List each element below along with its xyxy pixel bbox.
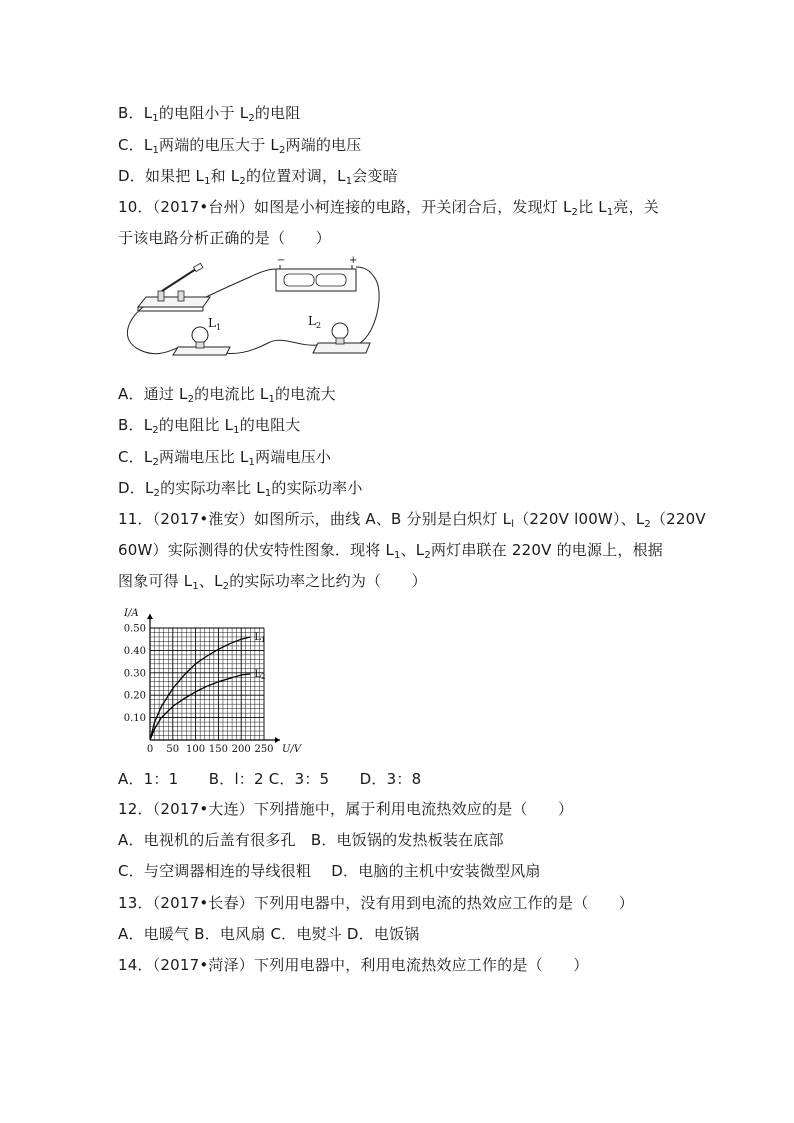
lamp-l1 xyxy=(173,316,230,355)
y-tick-label: 0.20 xyxy=(123,690,146,702)
x-tick-label: 250 xyxy=(254,744,274,755)
q9-option-b: B．$L_1$的电阻小于 $L_2$的电阻 xyxy=(118,104,301,124)
minus-terminal: − xyxy=(277,255,286,266)
q10-stem-line2: 于该电路分析正确的是（ ） xyxy=(118,229,331,247)
q11-stem-line1: 11．（2017•淮安）如图所示，曲线 A、B 分别是白炽灯 $L_l(220V$ l00W）、$L_2(220V$ xyxy=(118,510,706,530)
x-axis-arrow xyxy=(275,737,280,743)
circuit-figure xyxy=(118,255,383,370)
q12-stem: 12．（2017•大连）下列措施中，属于利用电流热效应的是（ ） xyxy=(118,800,574,818)
series-label-l1: $L_1$ xyxy=(254,631,266,644)
q9-option-d: D．如果把 $L_1$和 $L_2$的位置对调，$L_1$会变暗 xyxy=(118,167,398,187)
q10-option-c: C．$L_2$两端电压比 $L_1$两端电压小 xyxy=(118,448,332,468)
l2-label: $L_2$ xyxy=(308,314,322,330)
y-tick-label: 0.50 xyxy=(123,623,146,635)
q13-options: A．电暖气 B．电风扇 C．电熨斗 D．电饭锅 xyxy=(118,925,420,943)
y-tick-label: 0.40 xyxy=(123,645,146,657)
plus-terminal: + xyxy=(349,255,358,266)
wire xyxy=(206,269,276,297)
y-axis-arrow xyxy=(147,614,153,619)
battery xyxy=(276,255,357,291)
q12-options-ab: A．电视机的后盖有很多孔 B．电饭锅的发热板装在底部 xyxy=(118,831,504,849)
q10-option-b: B．$L_2$的电阻比 $L_1$的电阻大 xyxy=(118,416,301,436)
series-label-l2: $L_2$ xyxy=(254,668,266,681)
q12-options-cd: C．与空调器相连的导线很粗 D．电脑的主机中安装微型风扇 xyxy=(118,862,541,880)
wire xyxy=(127,305,180,354)
q10-option-a: A．通过 $L_2$的电流比 $L_1$的电流大 xyxy=(118,385,336,405)
q11-stem-line2: 60W）实际测得的伏安特性图象．现将 $L_1$、$L_2$两灯串联在 220V 的电源上，根据 xyxy=(118,541,663,561)
q11-stem-line3: 图象可得 $L_1$、$L_2$的实际功率之比约为（ ） xyxy=(118,572,427,592)
x-tick-label: 150 xyxy=(208,744,228,755)
x-tick-label: 50 xyxy=(166,744,180,755)
q9-option-c: C．$L_1$两端的电压大于 $L_2$两端的电压 xyxy=(118,136,362,156)
lamp-l2 xyxy=(308,314,370,353)
wire xyxy=(356,267,379,343)
q13-stem: 13．（2017•长春）下列用电器中，没有用到电流的热效应工作的是（ ） xyxy=(118,894,635,912)
x-tick-label: 200 xyxy=(231,744,251,755)
y-tick-label: 0.30 xyxy=(123,668,146,680)
x-axis-label: U/V xyxy=(282,744,302,755)
x-tick-label: 0 xyxy=(146,744,154,755)
q10-stem-line1: 10．（2017•台州）如图是小柯连接的电路，开关闭合后，发现灯 $L_2$比 $L_1$亮，关 xyxy=(118,198,660,218)
iv-chart xyxy=(112,600,312,760)
x-tick-label: 100 xyxy=(186,744,206,755)
q10-option-d: D．$L_2$的实际功率比 $L_1$的实际功率小 xyxy=(118,479,363,499)
y-tick-label: 0.10 xyxy=(123,713,146,725)
y-axis-label: I/A xyxy=(124,608,139,619)
q11-options: A．1：1 B．l：2 C．3：5 D．3：8 xyxy=(118,770,422,788)
switch xyxy=(138,263,210,311)
l1-label: $L_1$ xyxy=(208,316,222,332)
wire xyxy=(224,340,318,353)
q14-stem: 14．（2017•菏泽）下列用电器中，利用电流热效应工作的是（ ） xyxy=(118,956,589,974)
